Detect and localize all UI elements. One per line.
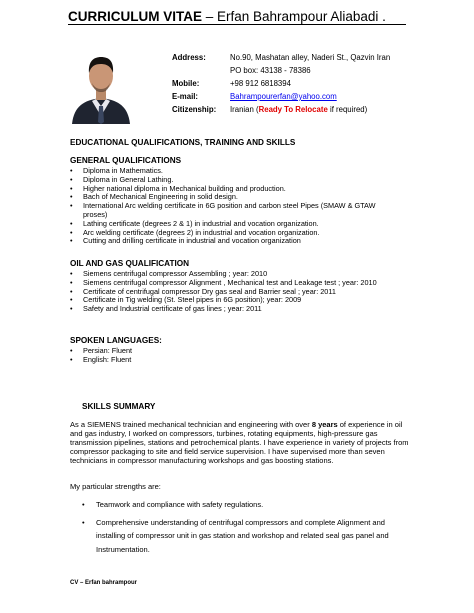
list-item: • Bach of Mechanical Engineering in solid design.: [70, 193, 388, 202]
list-item: • Certificate in Tig welding (St. Steel pipes in 6G position); year: 2009: [70, 296, 388, 305]
page-title: CURRICULUM VITAE – Erfan Bahrampour Aliabadi .: [68, 9, 386, 24]
list-item: • Higher national diploma in Mechanical building and production.: [70, 185, 388, 194]
general-qualifications-heading: GENERAL QUALIFICATIONS: [70, 156, 182, 165]
list-item: • Safety and Industrial certificate of gas lines ; year: 2011: [70, 305, 388, 314]
list-item: • Certificate of centrifugal compressor Dry gas seal and Barrier seal ; year: 2011: [70, 288, 388, 297]
citizenship-label: Citizenship:: [172, 105, 217, 114]
general-qualifications-list: [70, 167, 388, 246]
list-item: • Siemens centrifugal compressor Assembling ; year: 2010: [70, 270, 388, 279]
strengths-list: [82, 498, 412, 560]
list-item: • Siemens centrifugal compressor Alignment , Mechanical test and Leakage test ; year: 2010: [70, 279, 388, 288]
list-item: • Arc welding certificate (degrees 2) in industrial and vocation organization.: [70, 229, 388, 238]
list-item: • English: Fluent: [70, 356, 388, 365]
list-item: • Diploma in General Lathing.: [70, 176, 388, 185]
list-item: • Diploma in Mathematics.: [70, 167, 388, 176]
skills-summary-paragraph: As a SIEMENS trained mechanical technician and engineering with over 8 years of experience in oil and gas industry, I worked on compressors, turbines, rotating equipments, high-pressure gas transmission pipelines, stations and petrochemical plants. I have experience in variety of projects from compressor packaging to site and field service supervision. I have supervised more than seven technicians in compressor manufacturing workshops and gas boosting stations.: [70, 420, 409, 465]
languages-heading: SPOKEN LANGUAGES:: [70, 336, 162, 345]
mobile-label: Mobile:: [172, 79, 200, 88]
education-heading: EDUCATIONAL QUALIFICATIONS, TRAINING AND SKILLS: [70, 138, 296, 147]
list-item: • Teamwork and compliance with safety regulations.: [82, 498, 412, 512]
address-line1: No.90, Mashatan alley, Naderi St., Qazvin Iran: [230, 53, 391, 62]
list-item: • Cutting and drilling certificate in industrial and vocation organization: [70, 237, 388, 246]
address-line2: PO box: 43138 - 78386: [230, 66, 311, 75]
list-item: • International Arc welding certificate in 6G position and carbon steel Pipes (SMAW & GTAW proses): [70, 202, 388, 220]
list-item: • Comprehensive understanding of centrifugal compressors and complete Alignment and installing of compressor unit in gas station and workshop and related seal gas panel and Instrumentation.: [82, 516, 412, 557]
citizenship-value: Iranian (Ready To Relocate if required): [230, 105, 368, 114]
address-label: Address:: [172, 53, 206, 62]
page-footer: CV – Erfan bahrampour: [70, 580, 138, 586]
list-item: • Lathing certificate (degrees 2 & 1) in industrial and vocation organization.: [70, 220, 388, 229]
profile-photo: [70, 46, 132, 124]
list-item: • Persian: Fluent: [70, 347, 388, 356]
relocate-highlight: Ready To Relocate: [258, 105, 328, 114]
title-divider: [68, 24, 406, 25]
mobile-value: +98 912 6818394: [230, 79, 291, 88]
oil-gas-heading: OIL AND GAS QUALIFICATION: [70, 259, 190, 268]
strengths-intro: My particular strengths are:: [70, 482, 161, 491]
languages-list: [70, 347, 388, 365]
skills-summary-heading: SKILLS SUMMARY: [82, 402, 156, 411]
email-label: E-mail:: [172, 92, 198, 101]
oil-gas-list: [70, 270, 388, 314]
email-link[interactable]: Bahrampourerfan@yahoo.com: [230, 92, 337, 101]
